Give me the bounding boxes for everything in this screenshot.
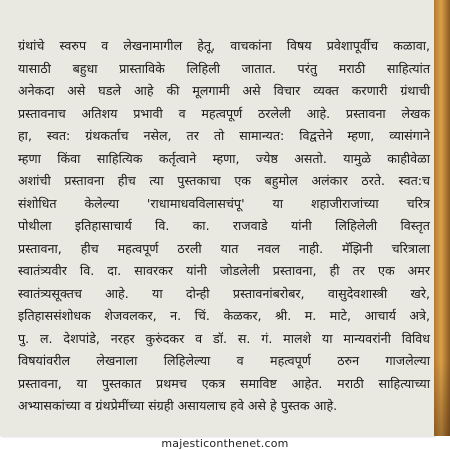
text-line: प्रस्तावना, या पुस्तकात प्रथमच एकत्र समाविष्ट आहेत. मराठी साहित्याच्या	[18, 375, 430, 391]
text-line: इतिहाससंशोधक शेजवलकर, न. चिं. केळकर, श्री. म. माटे, आचार्य अत्रे,	[18, 308, 430, 323]
text-line: प्रस्तावनाच अतिशय प्रभावी व महत्वपूर्ण ठरलेली आहे. प्रस्तावना लेखक	[18, 105, 430, 121]
text-line: स्वातंत्र्यसूक्तच आहे. या दोन्ही प्रस्तावनांबरोबर, वासुदेवशास्त्री खरे,	[18, 285, 430, 301]
text-line: स्वातंत्र्यवीर वि. दा. सावरकर यांनी जोडलेली प्रस्तावना, ही तर एक अमर	[18, 263, 430, 278]
text-line: अभ्यासकांच्या व ग्रंथप्रेमींच्या संग्रही असायलाच हवे असे हे पुस्तक आहे.	[18, 398, 338, 413]
text-line: पु. ल. देशपांडे, नरहर कुरुंदकर व डॉ. स. गं. मालशे या मान्यवरांनी विविध	[18, 330, 430, 346]
text-line: अनेकदा असे घडले आहे की मूलगामी असे विचार व्यक्त करणारी ग्रंथाची	[18, 83, 430, 98]
text-line: प्रस्तावना, हीच महत्वपूर्ण ठरली यात नवल नाही. मॅझिनी चरित्राला	[18, 240, 430, 256]
text-line: म्हणा किंवा साहित्यिक कर्तृत्वाने म्हणा, ज्येष्ठ असतो. यामुळे काहीवेळा	[18, 150, 430, 166]
text-line: हा, स्वत: ग्रंथकर्ताच नसेल, तर तो सामान्यत: विद्वत्तेने म्हणा, व्यासंगाने	[18, 128, 430, 143]
text-line: पोथीला इतिहासाचार्य वि. का. राजवाडे यांनी लिहिलेली विस्तृत	[18, 218, 430, 233]
text-line: अशांची प्रस्तावना हीच त्या पुस्तकाचा एक बहुमोल अलंकार ठरते. स्वत:च	[18, 173, 430, 188]
watermark-text: majesticonthenet.com	[161, 437, 289, 450]
text-line: विषयांवरील लेखनाला लिहिलेल्या व महत्वपूर्ण ठरुन गाजलेल्या	[18, 353, 430, 368]
text-line: यासाठी बहुधा प्रास्ताविके लिहिली जातात. परंतु मराठी साहित्यांत	[18, 60, 430, 76]
blurb-paragraph	[18, 35, 430, 418]
cover-edge-strip	[434, 0, 450, 436]
text-line: ग्रंथांचे स्वरुप व लेखनामागील हेतू, वाचकांना विषय प्रवेशापूर्वीच कळावा,	[18, 38, 430, 53]
text-line: संशोधित केलेल्या 'राधामाधवविलासचंपू' या शहाजीराजांच्या चरित्र	[18, 195, 430, 211]
